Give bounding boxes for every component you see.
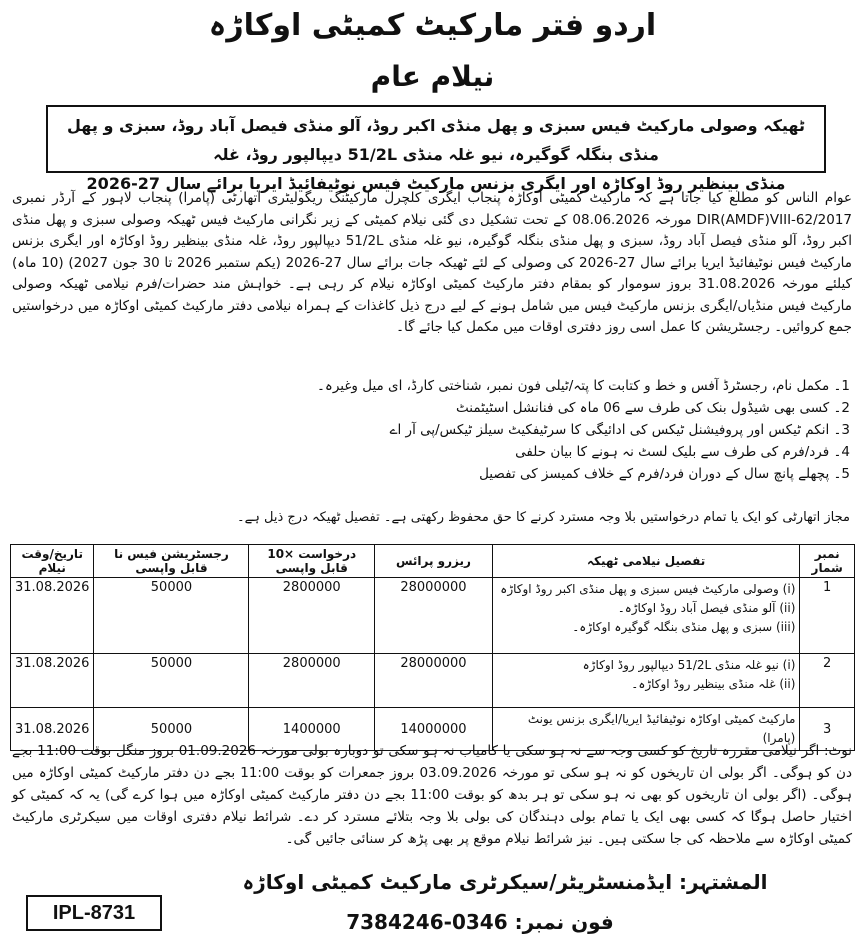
- condition-item: 2۔ کسی بھی شیڈول بنک کی طرف سے 06 ماہ کی فنانشل اسٹیٹمنٹ: [456, 400, 850, 416]
- desc-line: (iii) سبزی و پھل منڈی بنگلہ گوگیرہ اوکاڑہ۔: [572, 620, 796, 634]
- col-sr: نمبر شمار: [800, 545, 855, 578]
- row-sr: 2: [800, 654, 855, 708]
- row-deposit: 1400000: [249, 708, 375, 751]
- row-date: 31.08.2026: [11, 708, 94, 751]
- row-sr: 1: [800, 578, 855, 654]
- col-date: تاریخ/وقت نیلام: [11, 545, 94, 578]
- row-deposit: 2800000: [249, 654, 375, 708]
- subject-box: [46, 105, 826, 193]
- row-sr: 3: [800, 708, 855, 751]
- table-row: [11, 578, 855, 654]
- phone-number: فون نمبر: 0346-7384246: [346, 910, 614, 934]
- row-desc: [492, 654, 799, 708]
- row-date: 31.08.2026: [11, 654, 94, 708]
- ipl-code-box: IPL-8731: [26, 895, 162, 931]
- row-desc: مارکیٹ کمیٹی اوکاڑہ نوٹیفائیڈ ایریا/ایگری بزنس یونٹ (پامرا): [492, 708, 799, 751]
- advertiser-line: المشتہر: ایڈمنسٹریٹر/سیکرٹری مارکیٹ کمیٹی اوکاڑہ: [242, 870, 768, 894]
- col-desc: تفصیل نیلامی ٹھیکہ: [492, 545, 799, 578]
- page-title: اردو فتر مارکیٹ کمیٹی اوکاڑہ: [208, 8, 657, 43]
- row-desc: [492, 578, 799, 654]
- condition-item: 5۔ پچھلے پانچ سال کے دوران فرد/فرم کے خلاف کمیسز کی تفصیل: [479, 466, 850, 482]
- row-reserve: 28000000: [375, 654, 493, 708]
- col-reserve: ریزرو پرائس: [375, 545, 493, 578]
- subject-line-2: منڈی بینظیر روڈ اوکاڑہ اور ایگری بزنس مارکیٹ فیس نوٹیفائیڈ ایریا برائے سال 27-2026: [86, 174, 786, 193]
- row-fee: 50000: [94, 578, 249, 654]
- condition-item: 3۔ انکم ٹیکس اور پروفیشنل ٹیکس کی ادائیگی کا سرٹیفکیٹ سیلز ٹیکس/پی آر اے: [389, 422, 850, 438]
- reserve-note: مجاز اتھارٹی کو ایک یا تمام درخواستیں بلا وجہ مسترد کرنے کا حق محفوظ رکھتی ہے۔ تفصیل ٹھیکہ درج ذیل ہے۔: [237, 510, 850, 525]
- auction-table: [10, 544, 855, 751]
- col-deposit: درخواست ×10 قابل واپسی: [249, 545, 375, 578]
- table-row: [11, 654, 855, 708]
- table-header-row: [11, 545, 855, 578]
- row-fee: 50000: [94, 708, 249, 751]
- row-date: 31.08.2026: [11, 578, 94, 654]
- intro-paragraph: عوام الناس کو مطلع کیا جاتا ہے کہ مارکیٹ کمیٹی اوکاڑہ پنجاب ایگری کلچرل مارکیٹنگ ریگولیٹری اتھارٹی (پامرا) پنجاب لاہور کے آرڈر نمبری DIR(AMDF)VIII-62/2017 مورخہ 08.06.2026 کے تحت تشکیل دی گئی نیلام کمیٹی کے زیر نگرانی مارکیٹ فیس ٹھیکہ وصولی سبزی و پھل منڈی اکبر روڈ، آلو منڈی فیصل آباد روڈ، سبزی و پھل منڈی بنگلہ گوگیرہ، نیو غلہ منڈی 51/2L دیپالپور روڈ، غلہ منڈی بینظیر روڈ اوکاڑہ اور ایگری بزنس مارکیٹ فیس نوٹیفائیڈ ایریا برائے سال 27-2026 کی وصولی کے لئے ٹھیکہ جات برائے سال 27-2026 (یکم ستمبر 2026 تا 30 جون 2027) (10 ماہ) کیلئے مورخہ 31.08.2026 بروز سوموار کو بمقام دفتر مارکیٹ کمیٹی اوکاڑہ نیلام کر رہی ہے۔ خواہش مند حضرات/فرم نیلامی ٹھیکہ وصولی مارکیٹ فیس منڈیاں/ایگری بزنس مارکیٹ فیس میں شامل ہونے کے لیے درج ذیل کاغذات کے ہمراہ نیلامی دفتر مارکیٹ کمیٹی اوکاڑہ میں درخواستیں جمع کروائیں۔ رجسٹریشن کا عمل اسی روز دفتری اوقات میں مکمل کیا جائے گا۔: [12, 190, 853, 335]
- subject-line-1: ٹھیکہ وصولی مارکیٹ فیس سبزی و پھل منڈی اکبر روڈ، آلو منڈی فیصل آباد روڈ، سبزی و پھل منڈی بنگلہ گوگیرہ، نیو غلہ منڈی 51/2L دیپالپور روڈ، غلہ: [67, 116, 805, 164]
- desc-line: (ii) آلو منڈی فیصل آباد روڈ اوکاڑہ۔: [617, 601, 796, 615]
- desc-line: (ii) غلہ منڈی بینظیر روڈ اوکاڑہ۔: [631, 677, 796, 691]
- note-paragraph: نوٹ: اگر نیلامی مقررہ تاریخ کو کسی وجہ سے نہ ہو سکی یا کامیاب نہ ہو سکی تو دوبارہ بولی مورخہ 01.09.2026 بروز منگل بوقت 11:00 بجے دن کو ہوگی۔ اگر بولی ان تاریخوں کو نہ ہو سکی تو مورخہ 03.09.2026 بروز جمعرات کو بوقت 11:00 بجے دن دفتر مارکیٹ کمیٹی اوکاڑہ میں ہوگی۔ (اگر بولی ان تاریخوں کو بھی نہ ہو سکی تو ہر بدھ کو بوقت 11:00 بجے دن دفتر مارکیٹ کمیٹی اوکاڑہ میں ہوا کرے گی) یہ کہ کمیٹی کو اختیار حاصل ہوگا کہ کسی بھی ایک یا تمام بولی دہندگان کی بولی بلا وجہ بتلائے مسترد کر دے۔ شرائط نیلام دفتری اوقات میں سیکرٹری مارکیٹ کمیٹی اوکاڑہ سے ملاحظہ کی جا سکتی ہیں۔ نیز شرائط نیلام موقع پر بھی پڑھ کر سنائی جائیں گی۔: [12, 743, 852, 847]
- row-deposit: 2800000: [249, 578, 375, 654]
- condition-item: 1۔ مکمل نام، رجسٹرڈ آفس و خط و کتابت کا پتہ/ٹیلی فون نمبر، شناختی کارڈ، ای میل وغیرہ۔: [317, 378, 850, 394]
- col-fee: رجسٹریشن فیس نا قابل واپسی: [94, 545, 249, 578]
- row-reserve: 14000000: [375, 708, 493, 751]
- conditions-list: [317, 375, 850, 485]
- desc-line: (i) وصولی مارکیٹ فیس سبزی و پھل منڈی اکبر روڈ اوکاڑہ: [500, 582, 796, 596]
- desc-line: (i) نیو غلہ منڈی 51/2L دیپالپور روڈ اوکاڑہ: [582, 658, 796, 672]
- row-reserve: 28000000: [375, 578, 493, 654]
- row-fee: 50000: [94, 654, 249, 708]
- condition-item: 4۔ فرد/فرم کی طرف سے بلیک لسٹ نہ ہونے کا بیان حلفی: [515, 444, 850, 460]
- page-subtitle: نیلام عام: [370, 60, 495, 93]
